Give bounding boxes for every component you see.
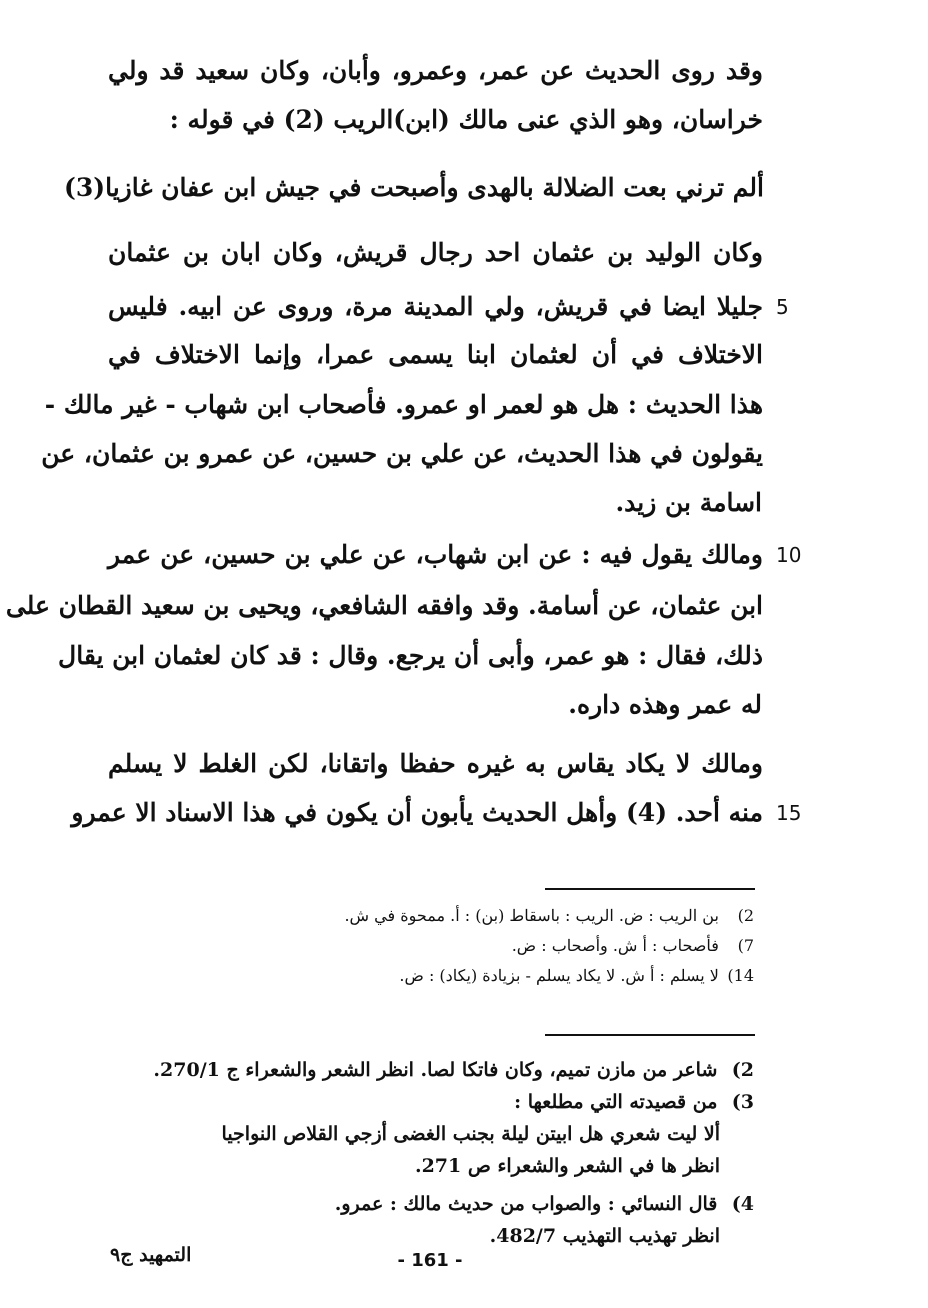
footnote-number: 3) (731, 1091, 754, 1113)
footnote-3-verse: ألا ليت شعري هل ابيتن ليلة بجنب الغضى أزجي القلاص النواجيا (221, 1123, 720, 1145)
footnotes-rule (545, 1034, 755, 1036)
signature-mark: التمهيد ج٩ (110, 1244, 192, 1266)
line-number-10: 10 (776, 543, 802, 567)
footnote-2 (153, 1056, 754, 1084)
text-line-1: وقد روى الحديث عن عمر، وعمرو، وأبان، وكان سعيد قد ولي (108, 56, 763, 85)
variant-text: فأصحاب : أ ش. وأصحاب : ض. (511, 936, 719, 955)
line-number-15: 15 (776, 801, 802, 825)
text-line-8: يقولون في هذا الحديث، عن علي بن حسين، عن عمرو بن عثمان، عن (41, 439, 763, 468)
variant-note (344, 904, 754, 928)
text-line-7: هذا الحديث : هل هو لعمر او عمرو. فأصحاب ابن شهاب - غير مالك - (44, 390, 763, 419)
footnote-text: شاعر من مازن تميم، وكان فاتكا لصا. انظر الشعر والشعراء ج 270/1. (153, 1059, 718, 1081)
text-line-5: جليلا ايضا في قريش، ولي المدينة مرة، وروى عن ابيه. فليس (108, 292, 763, 321)
variant-number: 7) (737, 936, 754, 955)
footnote-number: 2) (731, 1059, 754, 1081)
text-line-15: منه أحد. (4) وأهل الحديث يأبون أن يكون في هذا الاسناد الا عمرو (71, 798, 763, 827)
variants-rule (545, 888, 755, 890)
footnote-3 (514, 1088, 754, 1116)
variant-note (399, 964, 754, 988)
text-line-12: ذلك، فقال : هو عمر، وأبى أن يرجع. وقال : قد كان لعثمان ابن يقال (58, 641, 763, 670)
text-line-10: ومالك يقول فيه : عن ابن شهاب، عن علي بن حسين، عن عمر (108, 540, 763, 569)
text-line-4: وكان الوليد بن عثمان احد رجال قريش، وكان ابان بن عثمان (108, 238, 763, 267)
verse-line: ألم ترني بعت الضلالة بالهدى وأصبحت في جيش ابن عفان غازيا(3) (64, 173, 764, 202)
text-line-9: اسامة بن زيد. (615, 488, 762, 517)
line-number-5: 5 (776, 295, 789, 319)
variant-number: 14) (727, 966, 754, 985)
text-line-14: ومالك لا يكاد يقاس به غيره حفظا واتقانا، لكن الغلط لا يسلم (108, 749, 763, 778)
footnote-text: من قصيدته التي مطلعها : (514, 1091, 718, 1113)
footnote-number: 4) (731, 1193, 754, 1215)
variant-number: 2) (737, 906, 754, 925)
variant-note (512, 934, 754, 958)
footnote-3-reference: انظر ها في الشعر والشعراء ص 271. (414, 1155, 720, 1177)
footnote-4-reference: انظر تهذيب التهذيب 482/7. (489, 1225, 720, 1247)
variant-text: لا يسلم : أ ش. لا يكاد يسلم - بزيادة (يكاد) : ض. (399, 966, 719, 985)
variant-text: بن الريب : ض. الريب : باسقاط (بن) : أ. ممحوة في ش. (344, 906, 719, 925)
page-number: - 161 - (397, 1250, 463, 1271)
footnote-4 (335, 1190, 754, 1218)
text-line-11: ابن عثمان، عن أسامة. وقد وافقه الشافعي، ويحيى بن سعيد القطان على (5, 591, 763, 620)
text-line-13: له عمر وهذه داره. (568, 690, 762, 719)
text-line-2: خراسان، وهو الذي عنى مالك (ابن)الريب (2) في قوله : (169, 105, 763, 134)
footnote-text: قال النسائي : والصواب من حديث مالك : عمرو. (334, 1193, 718, 1215)
text-line-6: الاختلاف في أن لعثمان ابنا يسمى عمرا، وإنما الاختلاف في (108, 340, 763, 369)
